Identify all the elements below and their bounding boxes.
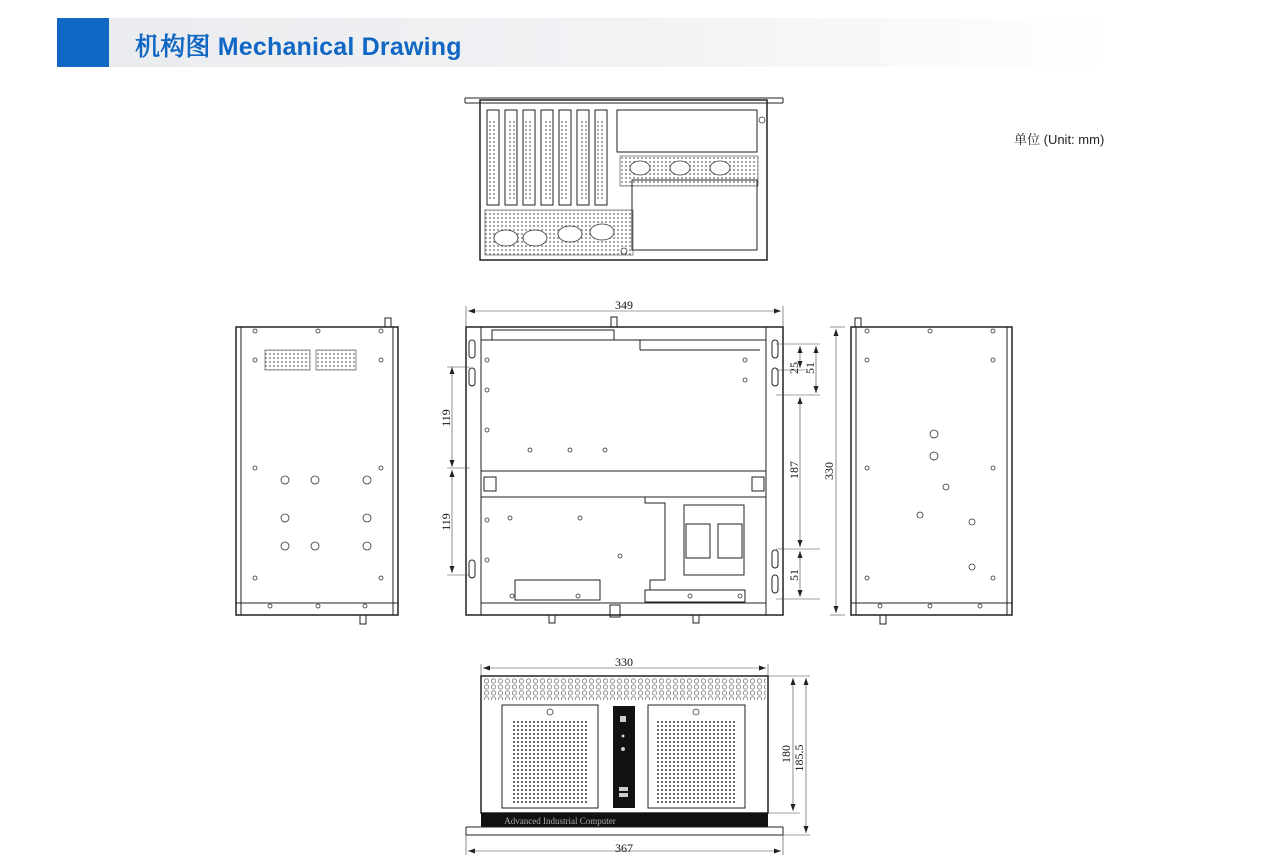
left-fan-grille — [512, 720, 588, 803]
dim-height-185-5: 185.5 — [792, 744, 806, 772]
front-panel-label: Advanced Industrial Computer — [504, 816, 616, 826]
left-side-view — [236, 318, 398, 624]
dim-height-330: 330 — [822, 462, 836, 480]
dim-slot-top-span: 51 — [803, 362, 817, 374]
right-fan-grille — [656, 720, 737, 803]
top-view — [439, 298, 845, 623]
dim-width-330: 330 — [615, 655, 633, 669]
top-view-holes — [485, 358, 747, 598]
top-view-slots — [469, 340, 778, 593]
dim-width-349: 349 — [615, 298, 633, 312]
reset-button-icon — [621, 747, 625, 751]
unit-note: 单位 (Unit: mm) — [1014, 132, 1105, 147]
left-side-holes — [253, 329, 383, 608]
usb-port-icon — [619, 793, 628, 797]
power-led-icon — [622, 735, 625, 738]
dim-slot-top: 25 — [787, 362, 801, 374]
expansion-slots — [487, 110, 607, 205]
front-view — [466, 655, 810, 855]
right-side-holes — [865, 329, 995, 608]
dim-lower-bay: 119 — [439, 513, 453, 531]
right-side-view — [851, 318, 1012, 624]
page-title: 机构图 Mechanical Drawing — [135, 33, 462, 61]
dim-slot-bottom: 51 — [787, 569, 801, 581]
dim-mid-span: 187 — [787, 461, 801, 479]
dim-upper-bay: 119 — [439, 409, 453, 427]
dim-width-367: 367 — [615, 841, 633, 855]
rear-view — [465, 98, 783, 260]
usb-port-icon — [619, 787, 628, 791]
dim-height-180: 180 — [779, 745, 793, 763]
power-button-icon — [620, 716, 626, 722]
